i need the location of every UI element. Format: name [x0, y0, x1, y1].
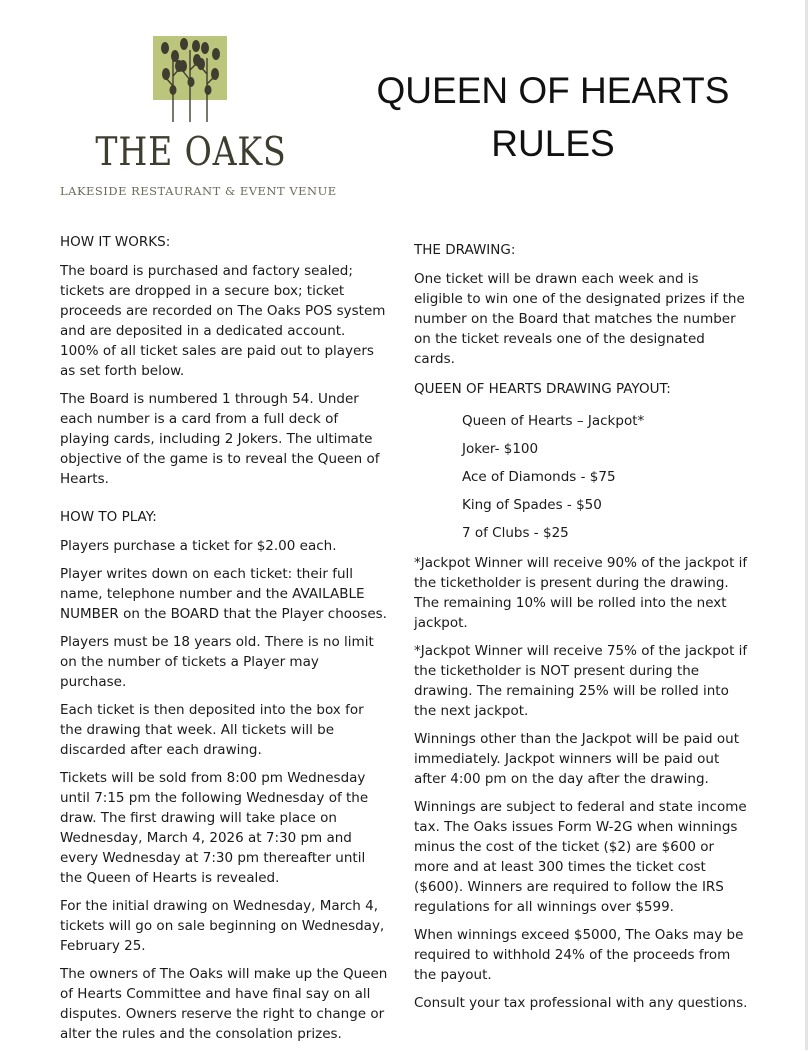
prize-item: Joker- $100: [462, 441, 539, 457]
paragraph: Winnings other than the Jackpot will be paid out immediately. Jackpot winners will be paid out after 4:00 pm on the day after the drawing.: [414, 731, 740, 787]
paragraph: *Jackpot Winner will receive 90% of the jackpot if the ticketholder is present during the drawing. The remaining 10% will be rolled into the next jackpot.: [414, 555, 748, 631]
paragraph: For the initial drawing on Wednesday, March 4, tickets will go on sale beginning on Wednesday, February 25.: [60, 898, 385, 954]
page-title: [363, 64, 743, 170]
brand-name: THE OAKS: [95, 130, 287, 175]
paragraph: Each ticket is then deposited into the box for the drawing that week. All tickets will be discarded after each drawing.: [60, 702, 364, 758]
how-it-works-heading: HOW IT WORKS:: [60, 234, 171, 250]
paragraph: Tickets will be sold from 8:00 pm Wednesday until 7:15 pm the following Wednesday of the draw. The first drawing will take place on Wednesday, March 4, 2026 at 7:30 pm and every Wednesday at 7:30 pm thereafter until the Queen of Hearts is revealed.: [60, 770, 369, 886]
paragraph: The owners of The Oaks will make up the Queen of Hearts Committee and have final say on all disputes. Owners reserve the right to change or alter the rules and the consolation prizes.: [60, 966, 388, 1042]
paragraph: One ticket will be drawn each week and is eligible to win one of the designated prizes if the number on the Board that matches the number on the ticket reveals one of the designated cards.: [414, 271, 745, 367]
title-line-2: RULES: [491, 123, 615, 164]
prize-item: Queen of Hearts – Jackpot*: [462, 413, 645, 429]
left-column: [60, 232, 388, 1052]
oaks-logo: [60, 30, 337, 210]
right-column: [414, 240, 750, 1021]
title-line-1: QUEEN OF HEARTS: [376, 70, 730, 111]
how-to-play-heading: HOW TO PLAY:: [60, 509, 157, 525]
prize-list: [462, 411, 750, 543]
paragraph: Players purchase a ticket for $2.00 each.: [60, 538, 337, 554]
tree-icon: [153, 36, 227, 122]
paragraph: *Jackpot Winner will receive 75% of the jackpot if the ticketholder is NOT present during the drawing. The remaining 25% will be rolled into the next jackpot.: [414, 643, 748, 719]
paragraph: Winnings are subject to federal and state income tax. The Oaks issues Form W-2G when winnings minus the cost of the ticket ($2) are $600 or more and at least 300 times the ticket cost ($600). Winners are required to follow the IRS regulations for all winnings over $599.: [414, 799, 747, 915]
paragraph: The Board is numbered 1 through 54. Under each number is a card from a full deck of playing cards, including 2 Jokers. The ultimate objective of the game is to reveal the Queen of Hearts.: [60, 391, 380, 487]
prize-item: King of Spades - $50: [462, 497, 602, 513]
paragraph: When winnings exceed $5000, The Oaks may be required to withhold 24% of the proceeds from the payout.: [414, 927, 744, 983]
payout-heading: QUEEN OF HEARTS DRAWING PAYOUT:: [414, 381, 671, 397]
paragraph: Consult your tax professional with any questions.: [414, 995, 748, 1011]
paragraph: The board is purchased and factory sealed; tickets are dropped in a secure box; ticket proceeds are recorded on The Oaks POS system and are deposited in a dedicated account. 100% of all ticket sales are paid out to players as set forth below.: [60, 263, 386, 379]
paragraph: Players must be 18 years old. There is no limit on the number of tickets a Player may purchase.: [60, 634, 374, 690]
drawing-heading: THE DRAWING:: [414, 242, 516, 258]
prize-item: 7 of Clubs - $25: [462, 525, 569, 541]
prize-item: Ace of Diamonds - $75: [462, 469, 616, 485]
brand-tagline: LAKESIDE RESTAURANT & EVENT VENUE: [60, 184, 337, 198]
paragraph: Player writes down on each ticket: their full name, telephone number and the AVAILABLE NUMBER on the BOARD that the Player chooses.: [60, 566, 387, 622]
